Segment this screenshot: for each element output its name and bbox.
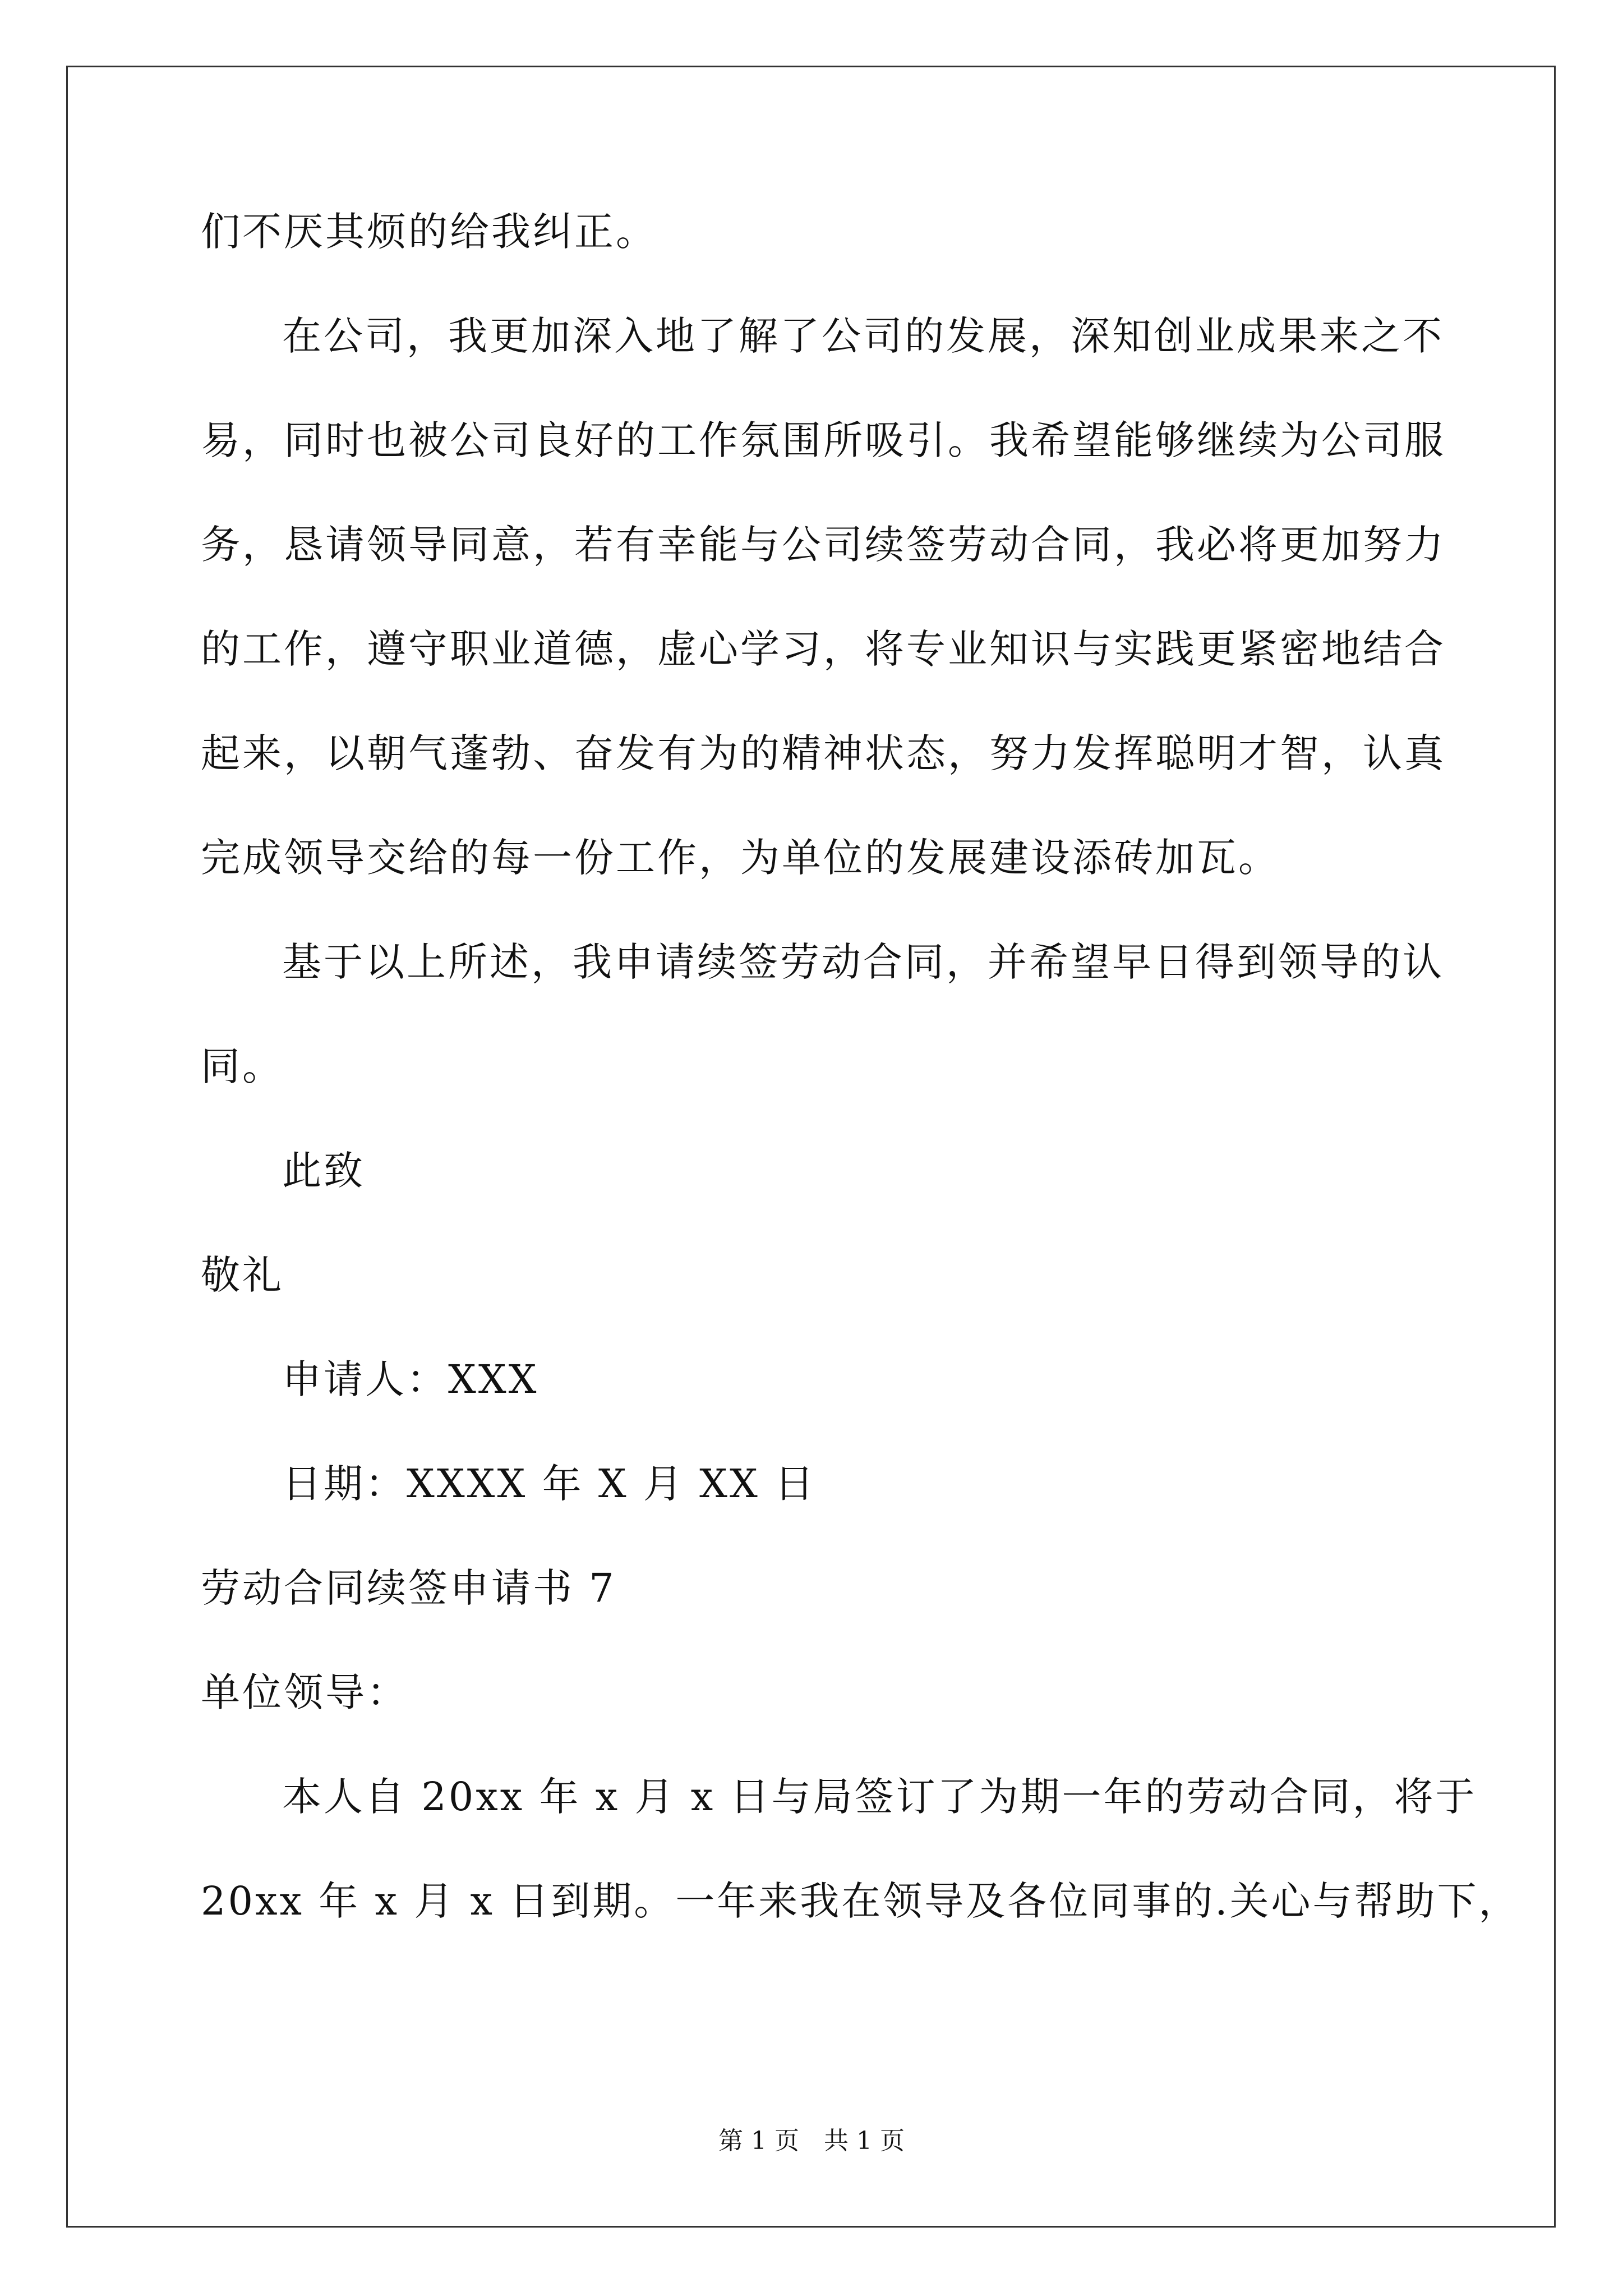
text-line: 们不厌其烦的给我纠正。	[201, 209, 657, 255]
paragraph-line: 基于以上所述，我申请续签劳动合同，并希望早日得到领导的认	[282, 939, 1444, 985]
paragraph-line: 同。	[201, 1043, 284, 1089]
paragraph-line: 的工作，遵守职业道德，虚心学习，将专业知识与实践更紧密地结合	[201, 626, 1446, 672]
date-line: 日期：XXXX 年 X 月 XX 日	[282, 1461, 817, 1507]
paragraph-line: 本人自 20xx 年 x 月 x 日与局签订了为期一年的劳动合同，将于	[282, 1774, 1477, 1820]
paragraph-line: 起来，以朝气蓬勃、奋发有为的精神状态，努力发挥聪明才智，认真	[201, 730, 1446, 776]
closing-line: 此致	[282, 1148, 365, 1194]
paragraph-line: 务，恳请领导同意，若有幸能与公司续签劳动合同，我必将更加努力	[201, 522, 1446, 568]
recipient-line: 单位领导：	[201, 1669, 408, 1715]
paragraph-line: 易，同时也被公司良好的工作氛围所吸引。我希望能够继续为公司服	[201, 417, 1446, 463]
salutation-line: 敬礼	[201, 1252, 284, 1298]
section-title: 劳动合同续签申请书 7	[201, 1565, 616, 1611]
paragraph-line: 20xx 年 x 月 x 日到期。一年来我在领导及各位同事的.关心与帮助下，	[201, 1878, 1520, 1924]
paragraph-line: 完成领导交给的每一份工作，为单位的发展建设添砖加瓦。	[201, 835, 1280, 881]
paragraph-line: 在公司，我更加深入地了解了公司的发展，深知创业成果来之不	[282, 313, 1444, 359]
applicant-line: 申请人：XXX	[282, 1356, 539, 1402]
page-footer: 第 1 页 共 1 页	[718, 2127, 905, 2155]
